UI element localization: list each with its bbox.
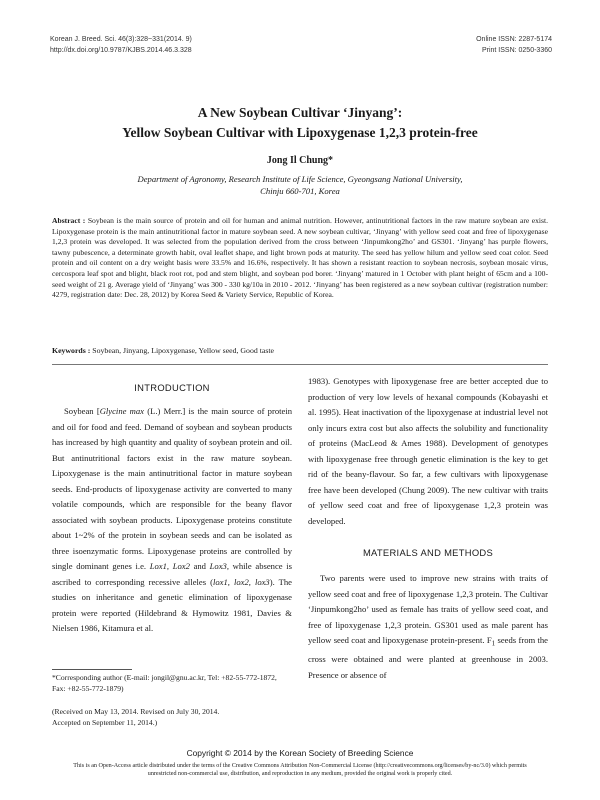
- keywords: [52, 346, 548, 355]
- methods-paragraph-1: Two parents were used to improve new strains with traits of yellow seed coat and free of lipoxygenase 1,2,3 protein. The Cultivar ‘Jinpumkong2ho’ used as female has traits of yellow seed coat, and free of lipoxygenase 1,2,3 protein. GS301 used as male parent has yellow seed coat and lipoxygenase protein-present. $F_1$ seeds from the cross were obtained and were planted at greenhouse in 2003. Presence or absence of: [308, 573, 548, 680]
- journal-header: [50, 34, 192, 56]
- journal-citation: Korean J. Breed. Sci. 46(3):328~331(2014. 9): [50, 36, 192, 43]
- right-column: [308, 374, 548, 683]
- species-name: Glycine max: [99, 406, 144, 416]
- title-line-2: Yellow Soybean Cultivar with Lipoxygenase 1,2,3 protein-free: [122, 125, 478, 140]
- keywords-label: Keywords :: [52, 346, 91, 355]
- abstract-text: Soybean is the main source of protein and oil for human and animal nutrition. However, antinutritional factors in the raw mature soybean are exist. Lipoxygenase protein is the main antinutritional factor in mature soybean seed. A new soybean cultivar, ‘Jinyang’ with yellow seed coat and free of lipoxygenase 1,2,3 protein was developed. It was selected from the population derived from the cross between ‘Jinpumkong2ho’ and GS301. ‘Jinyang’ has purple flowers, tawny pubescence, a determinate growth habit, oval leaflet shape, and light brown pods at maturity. The seed has yellow hilum and yellow seed coat color. Seed protein and oil content on a dry weight basis were 33.5% and 16.6%, respectively. It has shown a resistant reaction to soybean necrosis, soybean mosaic virus, cercospora leaf spot and blight, black root rot, pod and stem blight, and soybean pod borer. ‘Jinyang’ matured in 1 October with plant height of 65cm and a 100-seed weight of 21 g. Average yield of ‘Jinyang’ was 300 - 330 kg/10a in 2010 - 2012. ‘Jinyang’ has been registered as a new soybean cultivar (registration number: 4279, registration date: Dec. 28, 2012) by Korea Seed & Variety Service, Republic of Korea.: [52, 216, 549, 300]
- f1-subscript: 1: [491, 639, 496, 648]
- title-line-1: A New Soybean Cultivar ‘Jinyang’:: [197, 105, 403, 120]
- affiliation: [60, 173, 540, 197]
- introduction-heading: INTRODUCTION: [134, 382, 210, 393]
- abstract-label: Abstract :: [52, 216, 86, 225]
- affiliation-line-1: Department of Agronomy, Research Institute of Life Science, Gyeongsang National University,: [137, 174, 463, 184]
- corresponding-author-note: *Corresponding author (E-mail: jongil@gnu.ac.kr, Tel: +82-55-772-1872, Fax: +82-55-772-1879): [52, 673, 277, 693]
- left-column: [52, 380, 292, 637]
- print-issn: Print ISSN: 0250-3360: [481, 47, 552, 54]
- methods-heading: MATERIALS AND METHODS: [362, 547, 494, 558]
- issn-header: [476, 34, 552, 56]
- keywords-text: Soybean, Jinyang, Lipoxygenase, Yellow seed, Good taste: [92, 346, 274, 355]
- accepted-date: Accepted on September 11, 2014.): [52, 718, 158, 727]
- introduction-paragraph-2: 1983). Genotypes with lipoxygenase free are better accepted due to production of very low levels of hexanal compounds (Kobayashi et al. 1995). Heat inactivation of the lipoxygenase at industrial level not only incurs extra cost but also affects the solubility and functionality of proteins (MacLeod & Ames 1988). Development of genotypes with lipoxygenase free through genetic elimination is the key to get rid of the beany-flavour. So far, a few cultivars with lipoxygenase free have been developed (Chung 2009). The new cultivar with traits of yellow seed coat and free of lipoxygenase 1,2,3 protein was developed.: [308, 376, 548, 526]
- author-name: Jong Il Chung*: [266, 155, 334, 166]
- introduction-paragraph-1: Soybean [Glycine max (L.) Merr.] is the main source of protein and oil for food and feed. Demand of soybean and soybean products has increased by high quantity and quality of soybean protein and oil. But antinutritional factors exist in the raw mature soybean. Lipoxygenase is the main antinutritional factor in mature soybean seeds. End-products of lipoxygenase activity are converted to many volatile compounds, which are responsible for the beany flavor associated with soybean products. Lipoxygenase proteins constitute about 1~2% of the protein in soybean seeds and can be isolated as three isoenzymatic forms. Lipoxygenase proteins are controlled by single dominant genes i.e. Lox1, Lox2 and Lox3, while absence is ascribed to corresponding recessive alleles (lox1, lox2, lox3). The studies on inheritance and genetic elimination of lipoxygenase protein were reported (Hildebrand & Hymowitz 1981, Davies & Nielsen 1986, Kitamura et al.: [52, 406, 293, 633]
- abstract: [52, 216, 548, 301]
- received-date: (Received on May 13, 2014. Revised on July 30, 2014.: [52, 707, 220, 716]
- open-access-notice: This is an Open-Access article distributed under the terms of the Creative Commons Attribution Non-Commercial License (http://creativecommons.org/licenses/by-nc/3.0) which permits unrestricted non-commercial use, distribution, and reproduction in any medium, provided the original work is properly cited.: [73, 763, 527, 777]
- submission-dates: [52, 706, 292, 728]
- copyright-notice: Copyright © 2014 by the Korean Society of Breeding Science: [186, 748, 414, 758]
- paper-title: [40, 103, 560, 143]
- abstract-divider: [52, 364, 548, 365]
- footnote-divider: [52, 669, 132, 670]
- doi-link[interactable]: http://dx.doi.org/10.9787/KJBS.2014.46.3.328: [50, 47, 192, 54]
- affiliation-line-2: Chinju 660-701, Korea: [260, 186, 340, 196]
- online-issn: Online ISSN: 2287-5174: [476, 36, 552, 43]
